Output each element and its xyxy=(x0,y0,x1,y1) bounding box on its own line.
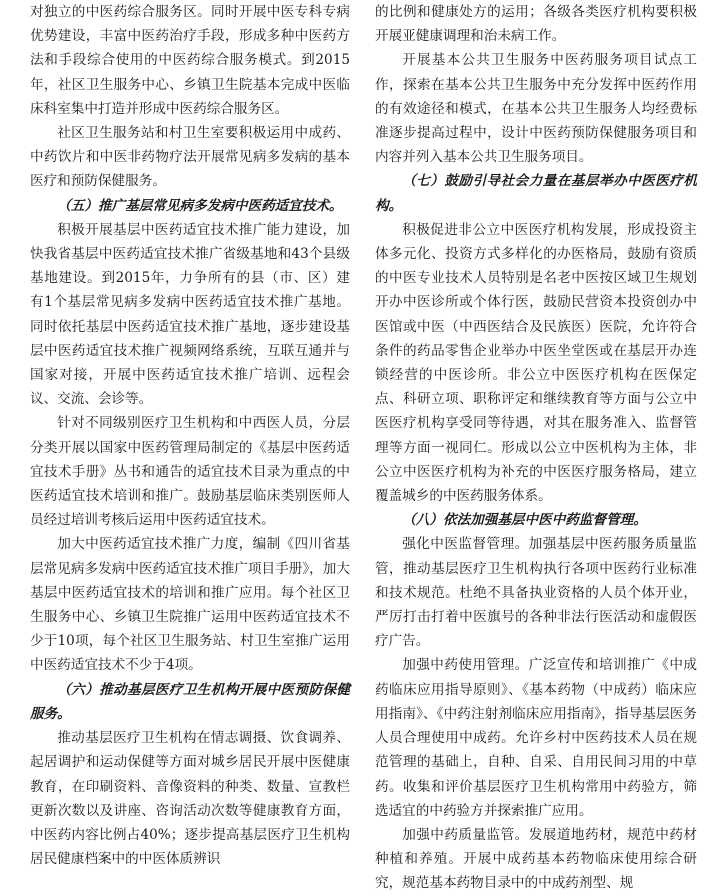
paragraph: 对独立的中医药综合服务区。同时开展中医专科专病优势建设，丰富中医药治疗手段，形成多种中医药方法和手段综合使用的中医药综合服务模式。到2015年，社区卫生服务中心、乡镇卫生院基本完成中医临床科室集中打造并形成中医药综合服务区。 xyxy=(30,4,350,117)
right-column xyxy=(375,0,697,896)
section-heading: （六）推动基层医疗卫生机构开展中医预防保健服务。 xyxy=(30,681,350,722)
paragraph: 开展基本公共卫生服务中医药服务项目试点工作，探索在基本公共卫生服务中充分发挥中医药作用的有效途径和模式，在基本公共卫生服务人均经费标准逐步提高过程中，设计中医药预防保健服务项目和内容并列入基本公共卫生服务项目。 xyxy=(375,52,697,166)
paragraph: 加强中药使用管理。广泛宣传和培训推广《中成药临床应用指导原则》、《基本药物（中成药）临床应用指南》、《中药注射剂临床应用指南》，指导基层医务人员合理使用中成药。允许乡村中医药技术人员在规范管理的基础上，自种、自采、自用民间习用的中草药。收集和评价基层医疗卫生机构常用中药验方，筛选适宜的中药验方并探索推广应用。 xyxy=(375,657,697,819)
section-heading: （五）推广基层常见病多发病中医药适宜技术。 xyxy=(57,197,343,214)
paragraph: 推动基层医疗卫生机构在情志调摄、饮食调养、起居调护和运动保健等方面对城乡居民开展中医健康教育，在印刷资料、音像资料的种类、数量、宣教栏更新次数以及讲座、咨询活动次数等健康教育方面，中医药内容比例占40%；逐步提高基层医疗卫生机构居民健康档案中的中医体质辨识 xyxy=(30,730,350,868)
paragraph: 社区卫生服务站和村卫生室要积极运用中成药、中药饮片和中医非药物疗法开展常见病多发病的基本医疗和预防保健服务。 xyxy=(30,125,350,190)
paragraph: 强化中医监督管理。加强基层中医药服务质量监管，推动基层医疗卫生机构执行各项中医药行业标准和技术规范。杜绝不具备执业资格的人员个体开业，严厉打击打着中医旗号的各种非法行医活动和虚假医疗广告。 xyxy=(375,536,697,650)
section-heading: （七）鼓励引导社会力量在基层举办中医医疗机构。 xyxy=(375,173,697,214)
paragraph: 的比例和健康处方的运用；各级各类医疗机构要积极开展亚健康调理和治未病工作。 xyxy=(375,4,697,45)
paragraph: 针对不同级别医疗卫生机构和中西医人员，分层分类开展以国家中医药管理局制定的《基层中医药适宜技术手册》丛书和通告的适宜技术目录为重点的中医药适宜技术培训和推广。鼓励基层临床类别医师人员经过培训考核后运用中医药适宜技术。 xyxy=(30,415,350,529)
paragraph: 积极开展基层中医药适宜技术推广能力建设，加快我省基层中医药适宜技术推广省级基地和43个县级基地建设。到2015年，力争所有的县（市、区）建有1个基层常见病多发病中医药适宜技术推广基地。同时依托基层中医药适宜技术推广基地，逐步建设基层中医药适宜技术推广视频网络系统，互联互通并与国家对接，开展中医药适宜技术推广培训、远程会议、交流、会诊等。 xyxy=(30,221,350,408)
left-column xyxy=(30,0,350,871)
paragraph: 加强中药质量监管。发展道地药材，规范中药材种植和养殖。开展中成药基本药物临床使用综合研究，规范基本药物目录中的中成药剂型、规 xyxy=(375,826,697,892)
paragraph: 积极促进非公立中医医疗机构发展，形成投资主体多元化、投资方式多样化的办医格局，鼓励有资质的中医专业技术人员特别是名老中医按区域卫生规划开办中医诊所或个体行医，鼓励民营资本投资创办中医馆或中医（中西医结合及民族医）医院，允许符合条件的药品零售企业举办中医坐堂医或在基层开办连锁经营的中医诊所。非公立中医医疗机构在医保定点、科研立项、职称评定和继续教育等方面与公立中医医疗机构享受同等待遇，对其在服务准入、监督管理等方面一视同仁。形成以公立中医机构为主体，非公立中医医疗机构为补充的中医医疗服务格局，建立覆盖城乡的中医药服务体系。 xyxy=(375,221,697,505)
paragraph: 加大中医药适宜技术推广力度，编制《四川省基层常见病多发病中医药适宜技术推广项目手册》，加大基层中医药适宜技术的培训和推广应用。每个社区卫生服务中心、乡镇卫生院推广运用中医药适宜技术不少于10项，每个社区卫生服务站、村卫生室推广运用中医药适宜技术不少于4项。 xyxy=(30,536,350,674)
section-heading: （八）依法加强基层中医中药监督管理。 xyxy=(402,512,647,529)
